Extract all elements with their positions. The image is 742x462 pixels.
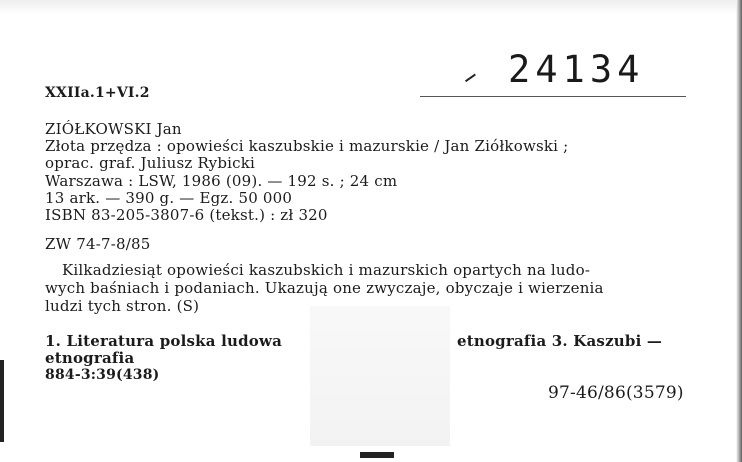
- annotation-line-1: Kilkadziesiąt opowieści kaszubskich i mazurskich opartych na ludo-: [62, 261, 591, 279]
- reference-number: ZW 74-7-8/85: [45, 235, 151, 253]
- imprint-line: Warszawa : LSW, 1986 (09). — 192 s. ; 24 cm: [45, 172, 398, 190]
- title-line-1: Złota przędza : opowieści kaszubskie i mazurskie / Jan Ziółkowski ;: [45, 137, 569, 155]
- udc-code: 884-3:39(438): [45, 367, 160, 383]
- card-right-edge: [736, 0, 742, 462]
- title-line-2: oprac. graf. Juliusz Rybicki: [45, 154, 256, 172]
- card-number: 97-46/86(3579): [548, 383, 684, 403]
- subject-heading-2: etnografia 3. Kaszubi —: [457, 332, 663, 350]
- physical-description: 13 ark. — 390 g. — Egz. 50 000: [45, 189, 293, 207]
- card-bottom-mark: [360, 452, 394, 458]
- classification-symbol: XXIIa.1+VI.2: [45, 85, 150, 101]
- annotation-line-3: ludzi tych stron. (S): [45, 297, 200, 315]
- subject-heading-1: 1. Literatura polska ludowa: [45, 332, 282, 350]
- author-heading: ZIÓŁKOWSKI Jan: [45, 120, 182, 138]
- annotation-line-2: wych baśniach i podaniach. Ukazują one zwyczaje, obyczaje i wierzenia: [45, 279, 604, 297]
- handwritten-tick: [458, 64, 476, 82]
- faded-area: [310, 306, 450, 446]
- card-top-edge: [0, 0, 742, 14]
- accession-underline: [420, 96, 686, 97]
- isbn-line: ISBN 83-205-3807-6 (tekst.) : zł 320: [45, 206, 328, 224]
- accession-number: 24134: [508, 48, 645, 91]
- subject-heading-3: etnografia: [45, 349, 135, 367]
- card-left-mark: [0, 360, 4, 442]
